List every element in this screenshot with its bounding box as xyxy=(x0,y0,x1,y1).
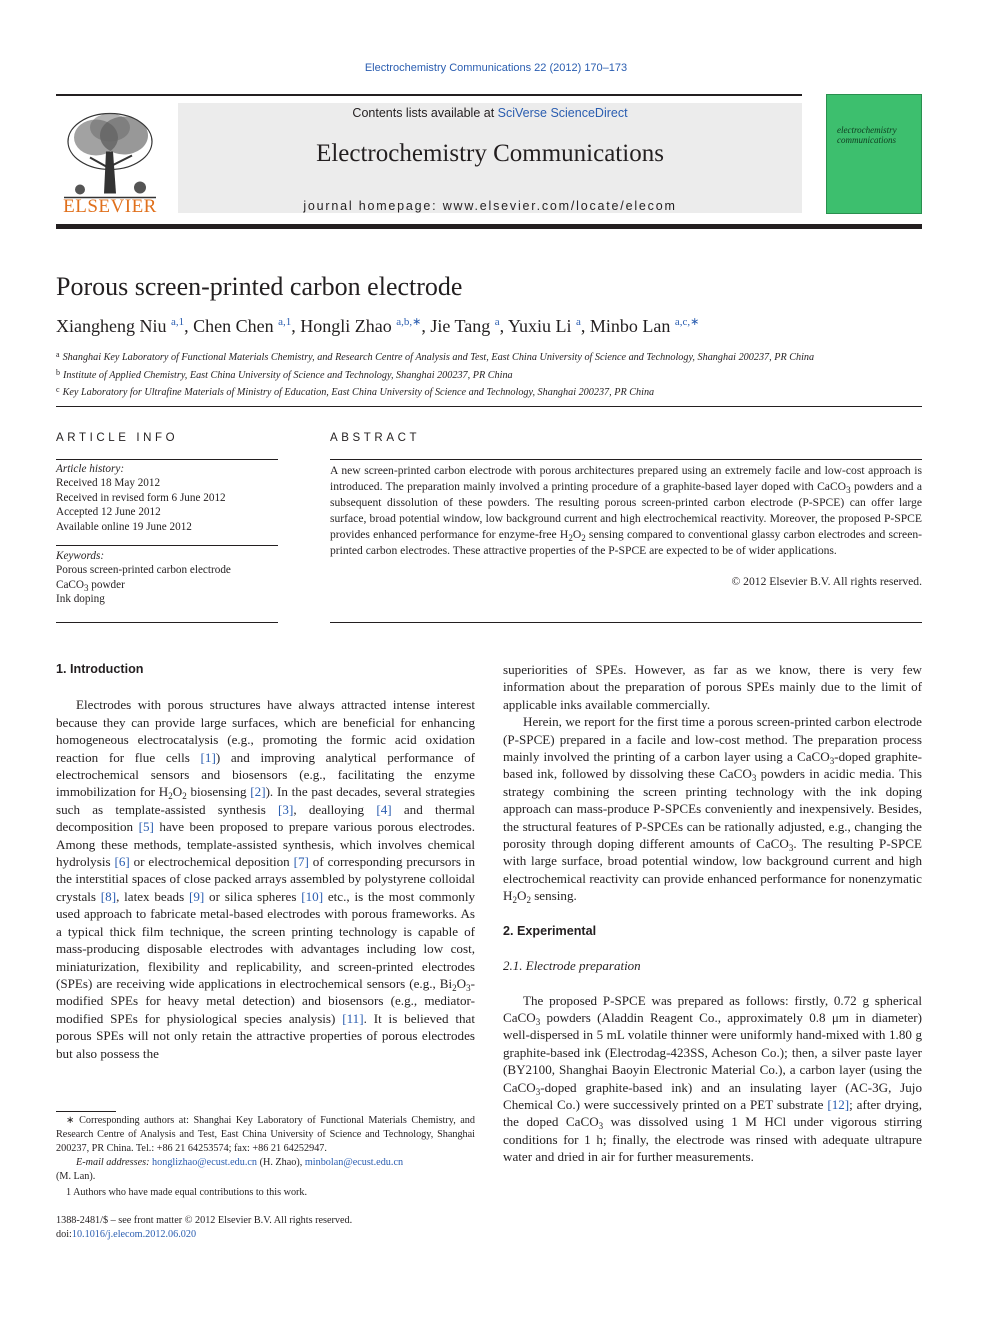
history-label: Article history: xyxy=(56,463,125,475)
email-owner: (H. Zhao), xyxy=(259,1157,303,1168)
doi-line xyxy=(56,1228,475,1242)
header-bottom-rule xyxy=(56,224,922,229)
front-matter: 1388-2481/$ – see front matter © 2012 Elsevier B.V. All rights reserved. xyxy=(56,1215,353,1226)
journal-name: Electrochemistry Communications xyxy=(316,140,664,167)
affiliation-item xyxy=(56,348,814,366)
affiliation-label: c xyxy=(56,385,60,394)
intro-paragraph-continued: superiorities of SPEs. However, as far as we know, there is very few information about the preparation of porous SPEs mainly due to the limit of applicable inks available commercially. xyxy=(503,662,922,712)
keyword-item: Ink doping xyxy=(56,593,105,606)
keywords xyxy=(56,549,231,607)
section-heading-experimental: 2. Experimental xyxy=(503,923,597,938)
abstract-heading: ABSTRACT xyxy=(330,432,421,444)
affiliation-item xyxy=(56,383,814,401)
footnote-rule xyxy=(56,1111,116,1112)
left-column xyxy=(56,661,475,1062)
author-name: Xiangheng Niu xyxy=(56,316,167,336)
reference-link[interactable]: [2] xyxy=(250,784,266,800)
author-affil-ref[interactable]: a,1 xyxy=(278,316,292,328)
abstract-copyright: © 2012 Elsevier B.V. All rights reserved. xyxy=(731,575,922,588)
doi-label: doi: xyxy=(56,1229,72,1240)
author-affil-ref[interactable]: a xyxy=(494,316,500,328)
author-list: Xiangheng Niu $^{a,1}$, Chen Chen $^{a,1}$, Hongli Zhao $^{a,b,∗}$, Jie Tang $^a$, Yuxiu Li $^a$, Minbo Lan $^{a,c,∗}$ xyxy=(56,316,700,336)
article-title: Porous screen-printed carbon electrode xyxy=(56,272,463,301)
intro-paragraph: Electrodes with porous structures have always attracted intense interest because they can provide large surfaces, which are beneficial for enhancing homogeneous electrocatalysis (e.g., promoting the formic acid oxidation reaction for flue cells [1]) and improving analytical performance of electrochemical sensors and biosensors (e.g., facilitating the enzyme immobilization for $H_2O_2$ biosensing [2]). In the past decades, several strategies such as template-assisted synthesis [3], dealloying [4] and thermal decomposition [5] have been proposed to prepare various porous electrodes. Among these methods, template-assisted synthesis, which involves chemical hydrolysis [6] or electrochemical deposition [7] of corresponding precursors in the interstitial spaces of close packed arrays assembled by polystyrene colloidal crystals [8], latex beads [9] or silica spheres [10] etc., is the most commonly used approach to fabricate metal-based electrodes with porous frameworks. As a typical thick film technique, the screen printing technology is capable of mass-producing disposable electrodes with advantages including low cost, miniaturization, flexibility and replicability, and screen-printed electrodes (SPEs) are receiving wide applications in electrochemical sensors (e.g., $Bi_2O_3$-modified SPEs for heavy metal detection) and biosensors (e.g., mediator-modified SPEs for physiological species analysis) [11]. It is believed that porous SPEs will not only retain the attractive properties of porous electrodes but also possess the xyxy=(56,697,476,1061)
experimental-paragraph: The proposed P-SPCE was prepared as follows: firstly, 0.72 g spherical CaCO$_3$ powders (Aladdin Reagent Co., approximately 0.8 μm in diameter) well-dispersed in 5 mL volatile thinner were uniformly hand-mixed with 1.80 g graphite-based ink (Electrodag-423SS, Acheson Co.); then, a silver paste layer (BY2100, Shanghai Baoyin Electronic Material Co.), a carbon layer (using the CaCO$_3$-doped graphite-based ink) and an insulating layer (AC-3G, Jujo Chemical Co.) were successively printed on a PET substrate [12]; after drying, the doped CaCO$_3$ was dissolved using 1 M HCl under vigorous stirring conditions for 1 h; finally, the electrode was rinsed with adequate ultrapure water and dried in air for further measurements. xyxy=(503,992,922,1165)
article-info-heading: ARTICLE INFO xyxy=(56,432,179,444)
divider xyxy=(56,459,278,460)
affiliation-text: Shanghai Key Laboratory of Functional Materials Chemistry, and Research Centre of Analysis and Test, East China University of Science and Technology, Shanghai 200237, PR China xyxy=(62,352,815,363)
affiliations xyxy=(56,348,814,401)
divider xyxy=(56,406,922,407)
reference-link[interactable]: [8] xyxy=(100,888,117,904)
reference-link[interactable]: [1] xyxy=(200,749,216,765)
reference-link[interactable]: [6] xyxy=(114,854,130,870)
author-affil-ref[interactable]: a,c,∗ xyxy=(674,316,700,328)
contents-prefix: Contents lists available at xyxy=(352,106,498,120)
reference-link[interactable]: [9] xyxy=(188,888,205,904)
affiliation-label: a xyxy=(56,350,60,359)
email-owner: (M. Lan). xyxy=(56,1171,96,1182)
history-item: Available online 19 June 2012 xyxy=(56,520,192,533)
journal-cover[interactable] xyxy=(826,94,922,214)
journal-homepage[interactable]: journal homepage: www.elsevier.com/locate/elecom xyxy=(303,199,677,213)
cover-title: electrochemistry communications xyxy=(837,125,897,145)
divider xyxy=(56,622,278,623)
author-name: Minbo Lan xyxy=(589,316,671,336)
abstract-text: A new screen-printed carbon electrode with porous architectures prepared using an extremely facile and low-cost approach is introduced. The preparation mainly involved a printing procedure of a graphite-based layer doped with CaCO$_3$ powders and a subsequent dissolution of these powders. The resulting porous screen-printed carbon electrode (P-SPCE) can offer large surface, broad potential window, low background current and high electrochemical reactivity. Moreover, the proposed P-SPCE provides enhanced performance for enzyme-free $H_2O_2$ sensing compared to conventional glassy carbon electrodes and screen-printed carbon electrodes. These attractive properties of the P-SPCE are expected to be of wider applications. xyxy=(330,464,922,557)
article-history xyxy=(56,462,226,534)
history-item: Received in revised form 6 June 2012 xyxy=(56,491,226,504)
history-item: Accepted 12 June 2012 xyxy=(56,506,161,519)
corresponding-footnote: ∗ Corresponding authors at: Shanghai Key Laboratory of Functional Materials Chemistry, and Research Centre of Analysis and Test, East China University of Science and Technology, Shanghai 200237, PR China. Tel.: +86 21 64253574; fax: +86 21 64252947. xyxy=(56,1115,475,1154)
keyword-item: Porous screen-printed carbon electrode xyxy=(56,564,231,577)
author-name: Chen Chen xyxy=(193,316,274,336)
email-label: E-mail addresses: xyxy=(76,1157,150,1168)
keyword-item: CaCO$_3$ powder xyxy=(56,578,125,593)
email-link[interactable]: honglizhao@ecust.edu.cn xyxy=(152,1157,258,1168)
author-affil-ref[interactable]: a,1 xyxy=(170,316,185,328)
reference-link[interactable]: [10] xyxy=(301,888,324,904)
author-affil-ref[interactable]: a,b,∗ xyxy=(396,316,422,328)
email-footnote xyxy=(56,1156,475,1170)
subsection-heading-electrode-preparation: 2.1. Electrode preparation xyxy=(503,958,641,974)
author-affil-ref[interactable]: a xyxy=(576,316,581,328)
intro-paragraph: Herein, we report for the first time a porous screen-printed carbon electrode (P-SPCE) prepared in a facile and low-cost method. The preparation process mainly involved the printing of a carbon layer using a CaCO$_3$-doped graphite-based ink, followed by dissolving these CaCO$_3$ powders in acidic media. This strategy combining the screen printing technology with the ink doping approach can mass-produce P-SPCEs conveniently and inexpensively. Besides, the structural features of P-SPCEs can be rationally adjusted, e.g., changing the porosity through doping different amounts of CaCO$_3$. The resulting P-SPCE with large surface, broad potential window, low background current and high electrochemical reactivity can provide enhanced performance for nonenzymatic $H_2O_2$ sensing. xyxy=(503,714,922,906)
header-top-rule xyxy=(56,94,802,96)
affiliation-item xyxy=(56,366,814,384)
reference-link[interactable]: [4] xyxy=(376,801,392,817)
author-name: Hongli Zhao xyxy=(300,316,392,336)
author-name: Jie Tang xyxy=(430,316,491,336)
footnotes xyxy=(56,1114,475,1242)
right-column xyxy=(503,661,922,1166)
reference-link[interactable]: [12] xyxy=(827,1096,850,1112)
contents-line xyxy=(178,106,802,120)
history-item: Received 18 May 2012 xyxy=(56,477,161,490)
divider xyxy=(330,459,922,460)
doi-link[interactable]: 10.1016/j.elecom.2012.06.020 xyxy=(71,1229,197,1240)
elsevier-logo[interactable]: ELSEVIER xyxy=(63,196,157,217)
section-heading-introduction: 1. Introduction xyxy=(56,662,144,676)
divider xyxy=(330,622,922,623)
equal-contribution-footnote: 1 Authors who have made equal contributions to this work. xyxy=(66,1187,308,1198)
keywords-label: Keywords: xyxy=(56,550,105,562)
author-name: Yuxiu Li xyxy=(508,316,572,336)
affiliation-text: Key Laboratory for Ultrafine Materials of Ministry of Education, East China University of Science and Technology, Shanghai 200237, PR China xyxy=(62,387,655,398)
reference-link[interactable]: [7] xyxy=(293,854,309,870)
reference-link[interactable]: [3] xyxy=(278,801,294,817)
sciencedirect-link[interactable]: SciVerse ScienceDirect xyxy=(497,106,628,120)
journal-citation[interactable]: Electrochemistry Communications 22 (2012) 170–173 xyxy=(364,62,628,74)
reference-link[interactable]: [5] xyxy=(138,819,154,835)
divider xyxy=(56,545,278,546)
affiliation-label: b xyxy=(56,367,60,377)
email-link[interactable]: minbolan@ecust.edu.cn xyxy=(304,1157,404,1168)
affiliation-text: Institute of Applied Chemistry, East China University of Science and Technology, Shanghai 200237, PR China xyxy=(63,369,513,381)
reference-link[interactable]: [11] xyxy=(342,1010,364,1026)
